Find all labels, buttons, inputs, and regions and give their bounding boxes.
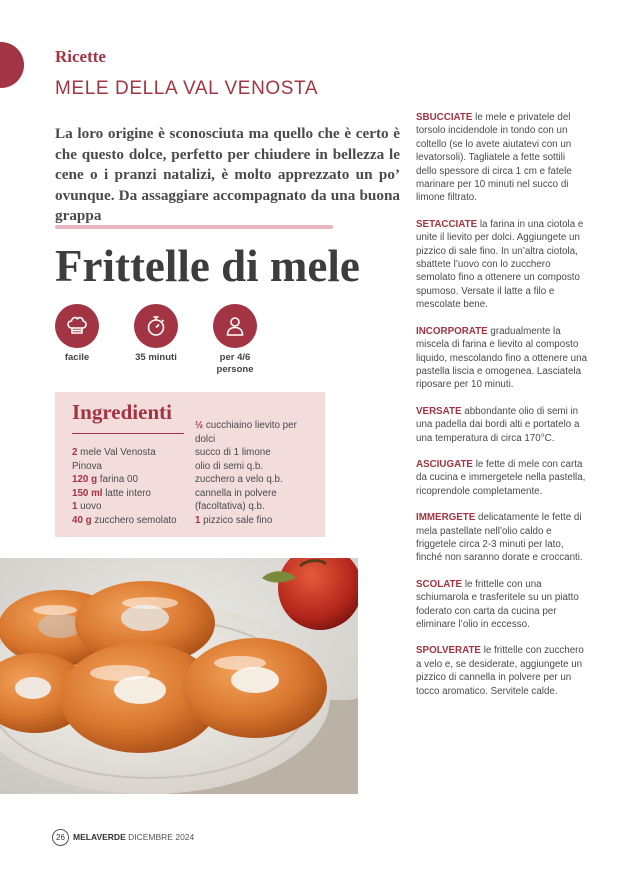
step-text: le fette di mele con carta da cucina e immergetele nella pastella, ricoprendole completamente. [416,458,586,497]
issue-date: DICEMBRE 2024 [125,832,195,842]
step-keyword: INCORPORATE [416,325,488,337]
step-paragraph [416,405,588,445]
ingredient-text: latte intero [102,487,151,499]
article-subtitle: MELE DELLA VAL VENOSTA [55,78,319,99]
section-label: Ricette [55,47,106,66]
ingredients-list-left [72,446,177,527]
ingredient-text: olio di semi q.b. [195,460,264,472]
person-icon [213,304,257,348]
ingredient-quantity: 1 [72,501,78,512]
step-text: gradualmente la miscela di farina e lievito al composto liquido, mescolando fino a ottenere una pastella liscia e omogenea. Lasciatela riposare per 10 minuti. [416,325,588,391]
ingredient-quantity: 120 g [72,474,98,485]
step-keyword: SETACCIATE [416,218,478,230]
step-text: le frittelle con zucchero a velo e, se desiderate, aggiungete un pizzico di cannella in polvere per un tocco aromatico. Servitele calde. [416,645,584,697]
step-keyword: SBUCCIATE [416,112,473,123]
ingredient-item [195,473,297,487]
chef-hat-icon [55,304,99,348]
step-text: le mele e privatele del torsolo incidendole in tondo con un coltello (se lo avete aiutatevi con un levatorsoli). Tagliatele a fette sottili dello spessore di circa 1 cm e fatele marinare per 10 minuti nel succo di limone filtrato. [416,112,572,204]
ingredient-item [72,500,177,514]
ingredient-item [195,487,297,501]
step-paragraph [416,644,588,698]
ingredient-quantity: 2 [72,447,78,458]
ingredient-item [195,419,297,433]
ingredient-item [72,473,177,487]
apple-fritters-photo [0,558,358,794]
servings-label [190,352,280,376]
ingredient-text: succo di 1 limone [195,447,271,458]
step-paragraph [416,325,588,392]
ingredient-item [72,514,177,528]
ingredient-item [195,500,297,514]
time-label: 35 minuti [135,352,177,363]
step-keyword: VERSATE [416,405,462,417]
ingredients-title: Ingredienti [72,400,172,424]
footer-credit [73,832,194,842]
ingredient-text: cannella in polvere [195,487,277,499]
step-paragraph [416,458,588,498]
ingredient-text: farina 00 [97,474,138,485]
servings-line-2: persone [216,364,254,375]
recipe-title: Frittelle di mele [55,241,360,291]
step-paragraph [416,111,588,205]
ingredient-item [195,446,297,460]
step-text: delicatamente le fette di mela pastellate nell’olio caldo e friggetele circa 2-3 minuti per lato, finché non saranno dorate e croccanti. [416,512,583,564]
ingredient-quantity: ½ [195,420,204,431]
step-text: le frittelle con una schiumarola e trasferitele su un piatto foderato con carta da cucina per eliminare l’olio in eccesso. [416,578,579,630]
ingredient-item [72,487,177,501]
ingredient-quantity: 150 ml [72,487,103,499]
ingredient-text: zucchero semolato [91,514,177,526]
ingredient-text: cucchiaino lievito per [203,420,297,431]
preparation-steps [416,111,588,711]
step-keyword: IMMERGETE [416,512,476,524]
ingredient-text: pizzico sale fino [200,514,273,526]
step-paragraph [416,578,588,632]
step-keyword: ASCIUGATE [416,458,473,470]
ingredient-text: mele Val Venosta [77,447,156,458]
ingredient-item [72,460,177,474]
step-text: la farina in una ciotola e unite il lievito per dolci. Aggiungete un pizzico di sale fino. In un’altra ciotola, sbattete l’uovo con lo zucchero semolato fino a ottenere un composto spumoso. Versate il latte a filo e mescolate bene. [416,218,584,311]
servings-line-1: per 4/6 [219,352,251,363]
difficulty-label: facile [64,352,90,363]
page-number: 26 [52,829,69,846]
ingredient-text: Pinova [72,460,102,472]
ingredient-item [72,446,177,460]
step-text: abbondante olio di semi in una padella dai bordi alti e portatelo a una temperatura di circa 170°C. [416,405,580,444]
ingredients-title-rule [72,433,184,434]
step-paragraph [416,511,588,565]
ingredient-item [195,433,297,447]
stopwatch-icon [134,304,178,348]
step-keyword: SPOLVERATE [416,645,481,657]
ingredient-text: uovo [77,501,102,512]
ingredient-quantity: 1 [195,514,201,526]
ingredient-text: dolci [195,433,216,445]
step-keyword: SCOLATE [416,578,463,590]
section-tab-marker [0,42,24,88]
ingredient-quantity: 40 g [72,514,92,526]
intro-underline [55,225,333,229]
ingredient-item [195,514,297,528]
ingredient-item [195,460,297,474]
step-paragraph [416,218,588,312]
intro-paragraph: La loro origine è sconosciuta ma quello che è certo è che questo dolce, perfetto per chiudere in bellezza le cene o i pranzi natalizi, è molto apprezzato un po’ ovunque. Da assaggiare accompagnato da una buona grappa [55,125,400,225]
ingredient-text: zucchero a velo q.b. [195,474,283,485]
ingredients-list-right [195,419,297,527]
ingredient-text: (facoltativa) q.b. [195,501,265,512]
magazine-name: MELAVERDE [73,832,126,842]
